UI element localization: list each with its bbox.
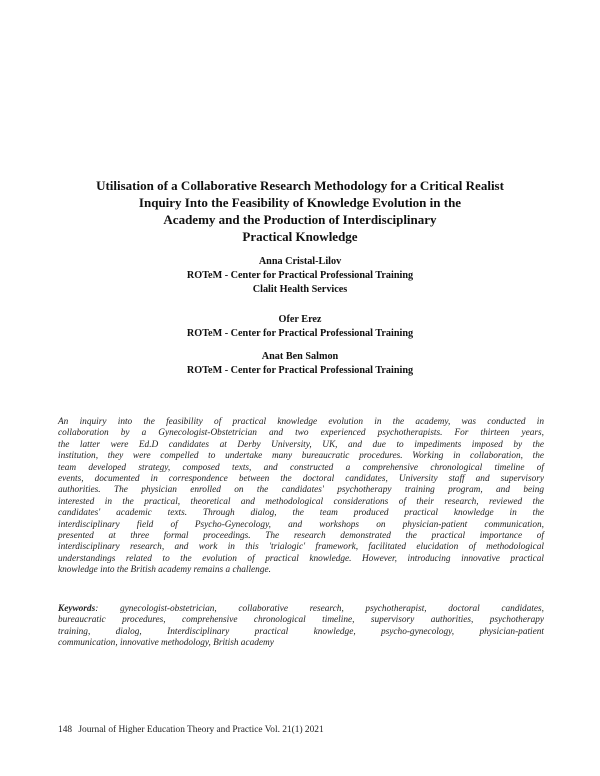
author-name: Anna Cristal-Lilov [258, 256, 342, 267]
abstract-line: institution, they were compelled to undertake many bureaucratic procedures. Working in collaboration, the [58, 451, 544, 462]
abstract-line: interdisciplinary field of Psycho-Gynecology, and workshops on physician-patient communication, [58, 519, 544, 530]
page-number: 148 [58, 725, 73, 735]
author-affiliation: ROTeM - Center for Practical Professional Training [186, 270, 414, 281]
keywords-line: bureaucratic procedures, comprehensive chronological timeline, supervisory authorities, psychotherapy [58, 615, 544, 626]
author-block-3 [60, 350, 540, 378]
keywords-line: communication, innovative methodology, British academy [58, 638, 274, 649]
abstract-line: events, documented in correspondence between the doctoral candidates, University staff and supervisory [58, 474, 544, 485]
author-block-2 [60, 313, 540, 341]
abstract-line: interested in the practical, theoretical and methodological considerations of their research, reviewed the [58, 496, 544, 507]
abstract-line: knowledge into the British academy remains a challenge. [58, 565, 271, 576]
author-affiliation: ROTeM - Center for Practical Professional Training [186, 328, 414, 339]
page-footer [58, 725, 328, 735]
author-affiliation: ROTeM - Center for Practical Professional Training [186, 365, 414, 376]
author-name: Ofer Erez [278, 314, 322, 325]
abstract [58, 417, 544, 577]
abstract-line: An inquiry into the feasibility of practical knowledge evolution in the academy, was conducted in [58, 417, 544, 427]
keywords [58, 604, 544, 650]
abstract-line: candidates' academic texts. Through dialog, the team produced practical knowledge in the [58, 508, 544, 519]
author-block-1 [60, 255, 540, 297]
abstract-line: team developed strategy, composed texts, and constructed a comprehensive chronological timeline of [58, 462, 544, 473]
author-name: Anat Ben Salmon [261, 351, 339, 362]
keywords-line [58, 604, 544, 615]
keywords-line: training, dialog, Interdisciplinary practical knowledge, psycho-gynecology, physician-patient [58, 626, 544, 637]
title-line: Utilisation of a Collaborative Research Methodology for a Critical Realist [96, 178, 504, 193]
abstract-line: collaboration by a Gynecologist-Obstetrician and two experienced psychotherapists. For thirteen years, [58, 428, 544, 439]
keywords-text: : gynecologist-obstetrician, collaborative research, psychotherapist, doctoral candidates, [95, 604, 544, 614]
abstract-line: authorities. The physician enrolled on the candidates' psychotherapy training program, and being [58, 485, 544, 496]
journal-citation: Journal of Higher Education Theory and Practice Vol. 21(1) 2021 [78, 725, 324, 735]
author-affiliation: Clalit Health Services [252, 284, 348, 295]
keywords-label: Keywords [58, 604, 96, 614]
abstract-line: interdisciplinary research, and work in this 'trialogic' framework, facilitated elucidation of methodological [58, 542, 544, 553]
abstract-line: presented at three formal proceedings. The research demonstrated the practical importance of [58, 531, 544, 542]
title-line: Inquiry Into the Feasibility of Knowledge Evolution in the [138, 195, 462, 210]
abstract-line: understandings related to the evolution of practical knowledge. However, introducing innovative practical [58, 553, 544, 564]
paper-title [40, 177, 560, 245]
title-line: Academy and the Production of Interdisciplinary [163, 212, 437, 227]
abstract-line: the latter were Ed.D candidates at Derby University, UK, and due to impediments imposed by the [58, 439, 544, 450]
title-line: Practical Knowledge [242, 229, 358, 244]
